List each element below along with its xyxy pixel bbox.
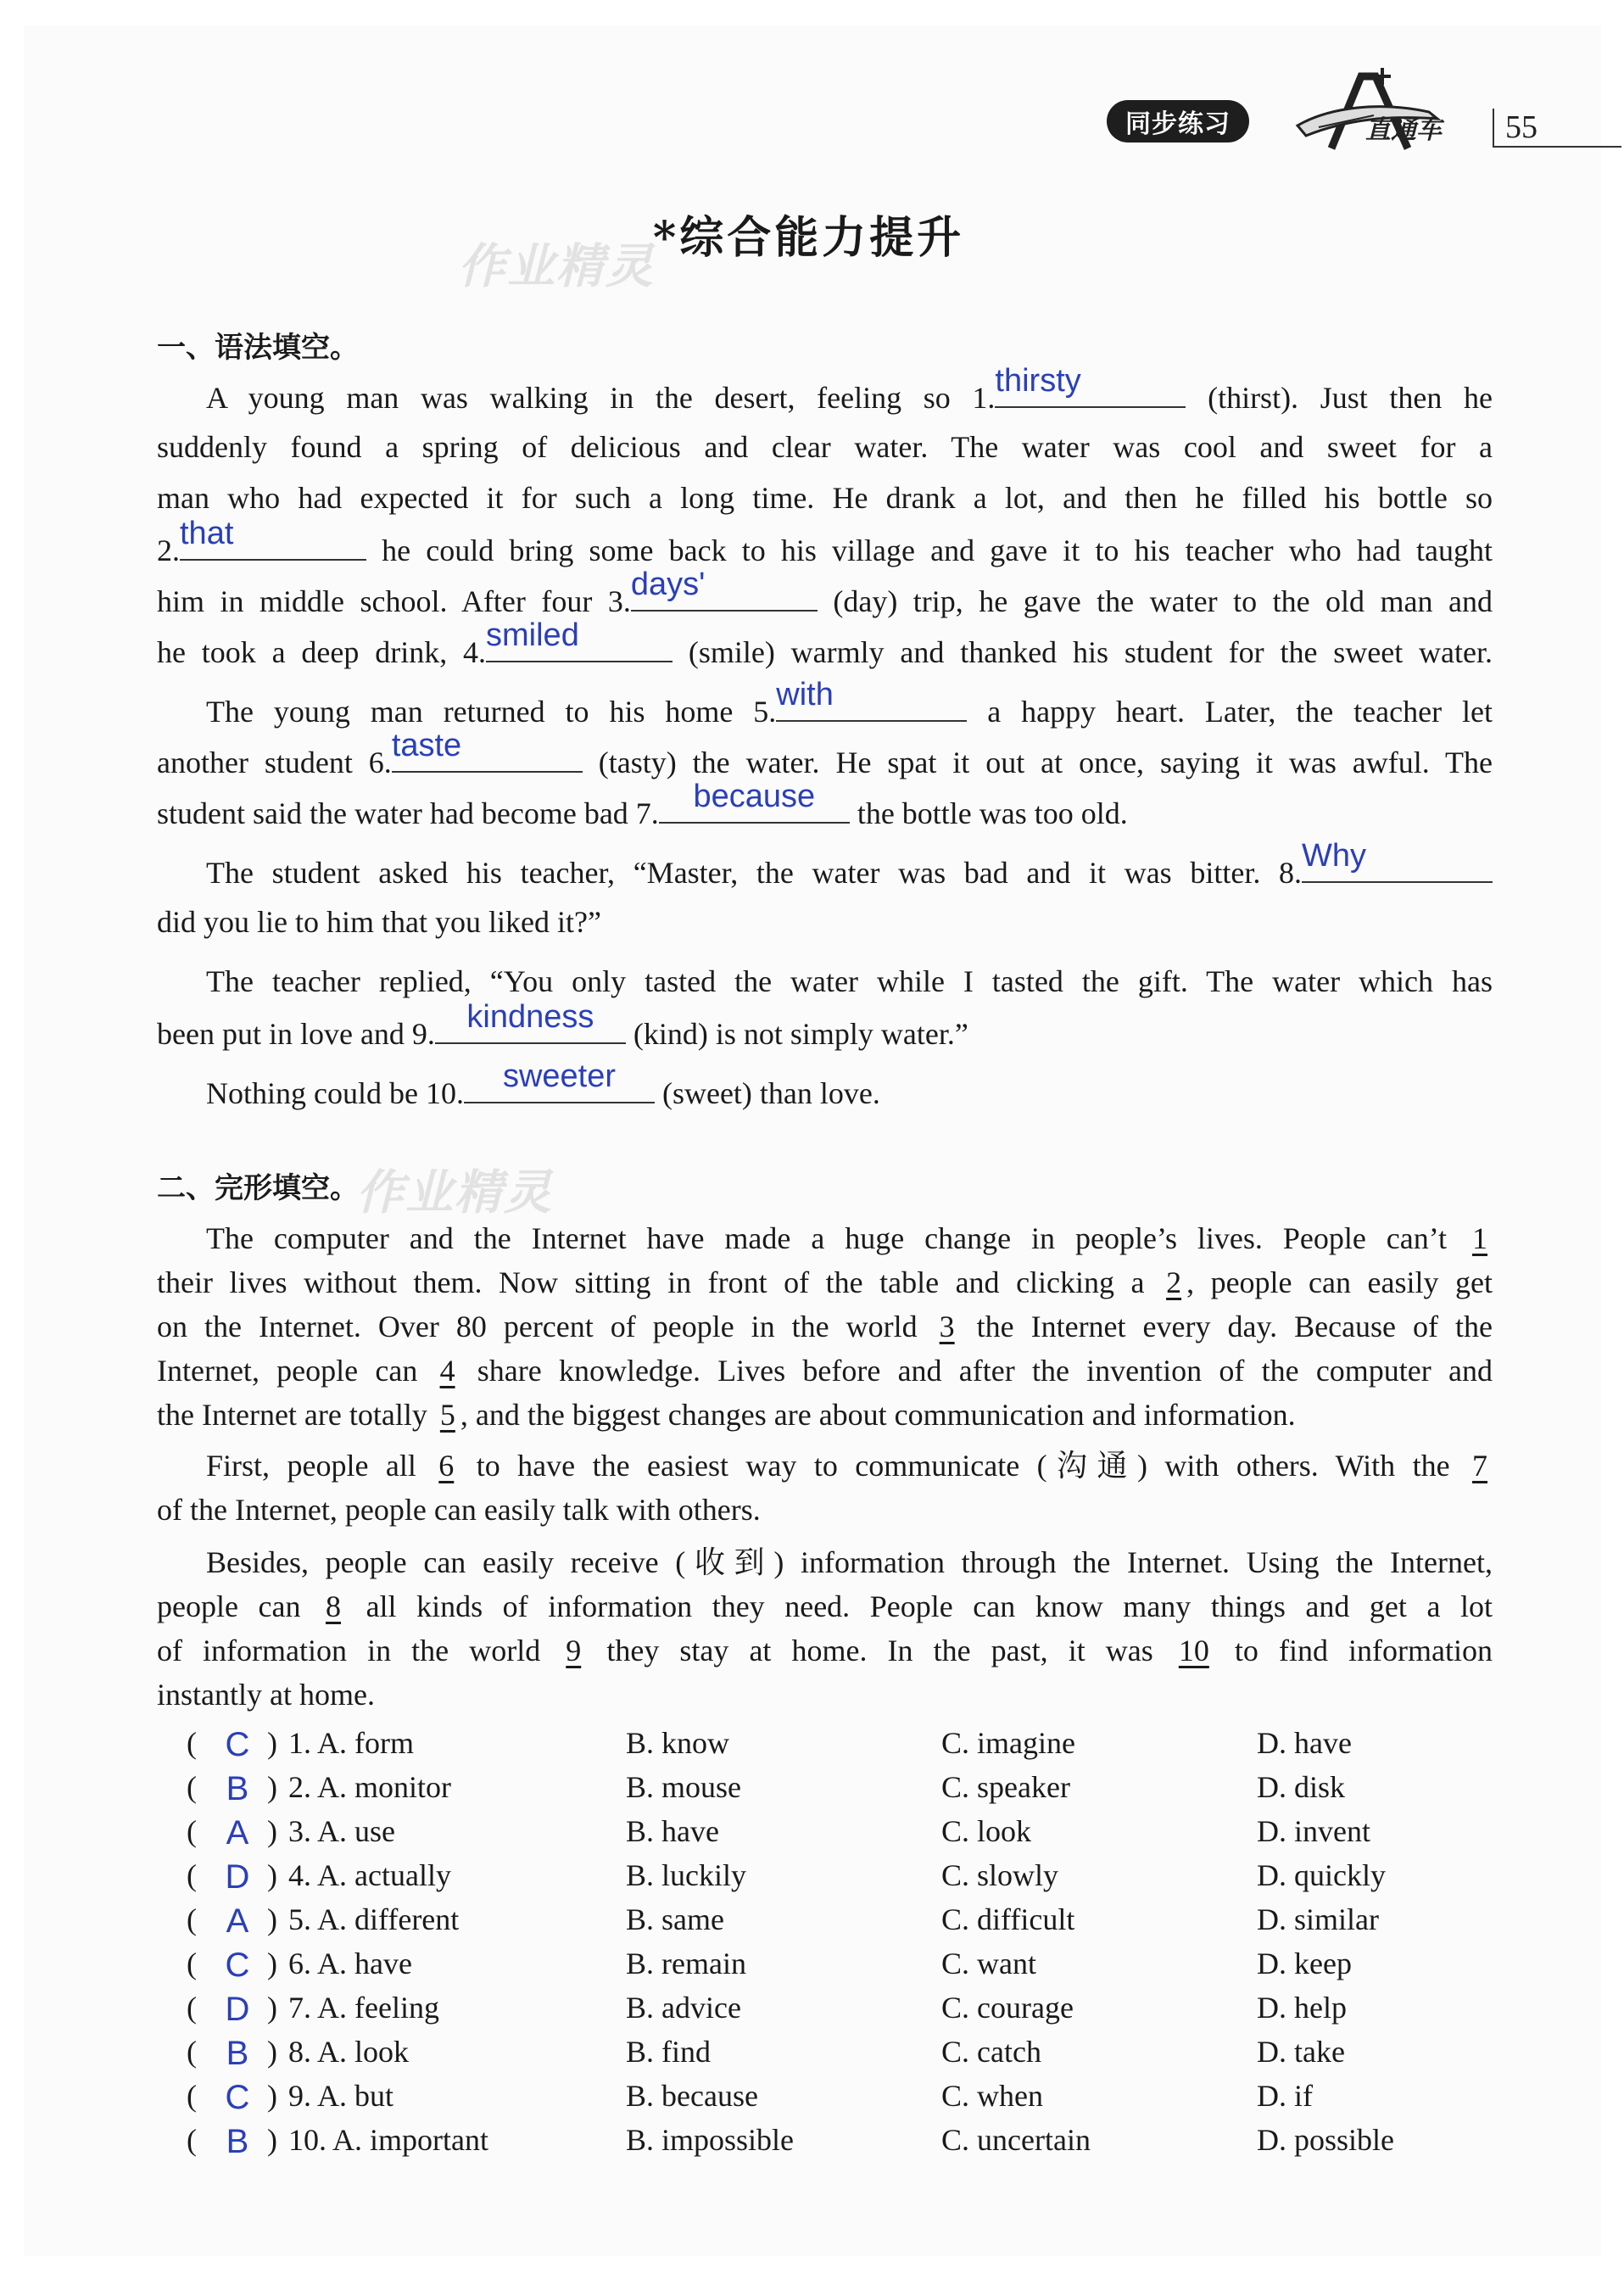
gap-number-8: 8	[326, 1589, 342, 1623]
option-b: B. mouse	[626, 1770, 742, 1804]
paren-open: (	[187, 1991, 197, 2025]
text: 2.	[157, 533, 180, 567]
option-d: D. quickly	[1257, 1858, 1386, 1892]
part2-p3-line3	[157, 1632, 1493, 1669]
answer-choice[interactable]: B	[226, 2035, 249, 2072]
blank-10[interactable]	[464, 1059, 655, 1103]
blank-2[interactable]	[180, 516, 366, 561]
option-b: B. because	[626, 2079, 758, 2113]
text: student said the water had become bad 7.	[157, 796, 659, 830]
text: the Internet every day. Because of the	[959, 1310, 1493, 1343]
answer-9: kindness	[466, 999, 594, 1035]
option-a: 9. A. but	[288, 2079, 394, 2113]
answer-choice[interactable]: B	[226, 1770, 249, 1807]
paren-close: )	[267, 1858, 277, 1892]
answer-8: Why	[1302, 838, 1366, 874]
paren-open: (	[187, 1814, 197, 1848]
paren-close: )	[267, 2079, 277, 2113]
blank-3[interactable]	[630, 567, 818, 612]
text: a happy heart. Later, the teacher let	[967, 695, 1493, 729]
paren-open: (	[187, 1902, 197, 1936]
part2-p2-line2: of the Internet, people can easily talk with others.	[157, 1493, 761, 1527]
option-c: C. want	[941, 1947, 1036, 1980]
text: to find information	[1214, 1634, 1493, 1667]
text: the bottle was too old.	[849, 796, 1128, 830]
option-a: 1. A. form	[288, 1726, 414, 1760]
answer-5: with	[776, 677, 834, 712]
paren-close: )	[267, 1770, 277, 1804]
blank-1[interactable]	[995, 363, 1186, 408]
option-b: B. find	[626, 2035, 712, 2069]
option-d: D. take	[1257, 2035, 1345, 2069]
part1-p1-line4	[157, 516, 1493, 569]
option-c: C. when	[941, 2079, 1043, 2113]
answer-2: that	[180, 516, 234, 551]
part2-p1-line1	[157, 1220, 1493, 1257]
question-row	[187, 2121, 1493, 2159]
text: (kind) is not simply water.”	[625, 1017, 968, 1051]
answer-4: smiled	[486, 617, 579, 653]
logo-text: 直通车	[1365, 115, 1442, 145]
text: A young man was walking in the desert, feeling so 1.	[206, 381, 996, 415]
text: Nothing could be 10.	[206, 1076, 464, 1110]
blank-5[interactable]	[776, 677, 967, 722]
option-b: B. impossible	[626, 2123, 795, 2157]
question-row	[187, 1724, 1493, 1762]
blank-9[interactable]	[435, 999, 626, 1044]
text: (tasty) the water. He spat it out at once, saying it was awful. The	[582, 746, 1493, 779]
option-c: C. look	[941, 1814, 1032, 1848]
answer-1: thirsty	[995, 363, 1081, 399]
part2-p3-line1: Besides, people can easily receive (收到) information through the Internet. Using the Internet,	[206, 1545, 1493, 1579]
answer-choice[interactable]: C	[225, 2079, 250, 2116]
gap-number-2: 2	[1166, 1265, 1182, 1299]
option-d: D. possible	[1257, 2123, 1394, 2157]
answer-choice[interactable]: C	[225, 1947, 250, 1984]
option-c: C. speaker	[941, 1770, 1070, 1804]
paren-open: (	[187, 2035, 197, 2069]
text: (sweet) than love.	[654, 1076, 880, 1110]
option-b: B. know	[626, 1726, 730, 1760]
text: people can	[157, 1589, 321, 1623]
gap-number-4: 4	[439, 1354, 455, 1388]
text: on the Internet. Over 80 percent of people in the world	[157, 1310, 935, 1343]
part2-heading: 二、完形填空。	[157, 1171, 359, 1205]
part2-p1-line4	[157, 1352, 1493, 1389]
question-row	[187, 1989, 1493, 2026]
answer-6: taste	[391, 728, 462, 763]
paren-close: )	[267, 2035, 277, 2069]
option-c: C. difficult	[941, 1902, 1075, 1936]
option-b: B. advice	[626, 1991, 741, 2025]
option-d: D. disk	[1257, 1770, 1346, 1804]
text: to have the easiest way to communicate (沟通) with others. With the	[459, 1449, 1467, 1483]
page-number: 55	[1505, 109, 1537, 145]
part1-p1-line6	[157, 617, 1493, 671]
gap-number-9: 9	[566, 1634, 582, 1667]
option-a: 3. A. use	[288, 1814, 395, 1848]
paren-open: (	[187, 1858, 197, 1892]
section-title: *综合能力提升	[653, 212, 965, 264]
option-a: 8. A. look	[288, 2035, 410, 2069]
answer-choice[interactable]: D	[225, 1858, 250, 1896]
answer-choice[interactable]: C	[225, 1726, 250, 1763]
text: been put in love and 9.	[157, 1017, 435, 1051]
part2-p1-line3	[157, 1308, 1493, 1345]
option-d: D. invent	[1257, 1814, 1370, 1848]
question-row	[187, 1945, 1493, 1982]
paren-open: (	[187, 1770, 197, 1804]
option-d: D. have	[1257, 1726, 1352, 1760]
answer-10: sweeter	[502, 1059, 616, 1094]
option-a: 10. A. important	[288, 2123, 488, 2157]
option-a: 7. A. feeling	[288, 1991, 439, 2025]
header-badge: 同步练习	[1107, 100, 1249, 142]
part2-p3-line2	[157, 1588, 1493, 1625]
text: First, people all	[206, 1449, 434, 1483]
text: all kinds of information they need. People can know many things and get a lot	[346, 1589, 1493, 1623]
part2-p3-line4: instantly at home.	[157, 1678, 375, 1712]
answer-choice[interactable]: A	[226, 1814, 249, 1852]
part1-p2-line1	[157, 677, 1493, 730]
part1-p1-line1	[157, 363, 1493, 416]
part2-p1-line2	[157, 1264, 1493, 1301]
text: he took a deep drink, 4.	[157, 635, 487, 669]
text: another student 6.	[157, 746, 392, 779]
answer-choice[interactable]: B	[226, 2123, 249, 2160]
paren-close: )	[267, 1947, 277, 1980]
text: , people can easily get	[1186, 1265, 1493, 1299]
question-row	[187, 1901, 1493, 1938]
option-d: D. keep	[1257, 1947, 1352, 1980]
text: him in middle school. After four 3.	[157, 584, 631, 618]
paren-open: (	[187, 2079, 197, 2113]
paren-close: )	[267, 1814, 277, 1848]
paren-open: (	[187, 1726, 197, 1760]
part2-p2-line1	[157, 1447, 1493, 1484]
option-d: D. if	[1257, 2079, 1313, 2113]
paren-close: )	[267, 1991, 277, 2025]
text: they stay at home. In the past, it was	[586, 1634, 1174, 1667]
gap-number-3: 3	[939, 1310, 955, 1343]
answer-7: because	[693, 779, 816, 814]
option-c: C. imagine	[941, 1726, 1075, 1760]
option-a: 5. A. different	[288, 1902, 460, 1936]
text: the Internet are totally	[157, 1398, 435, 1432]
option-b: B. luckily	[626, 1858, 746, 1892]
option-c: C. uncertain	[941, 2123, 1091, 2157]
gap-number-7: 7	[1472, 1449, 1487, 1483]
text: The young man returned to his home 5.	[206, 695, 777, 729]
part1-p3-line1	[157, 838, 1493, 891]
blank-7[interactable]	[659, 779, 850, 824]
blank-4[interactable]	[486, 617, 672, 662]
option-d: D. similar	[1257, 1902, 1379, 1936]
part1-p1-line5	[157, 567, 1493, 620]
text: their lives without them. Now sitting in front of the table and clicking a	[157, 1265, 1162, 1299]
part1-p2-line3	[157, 779, 1493, 832]
paren-close: )	[267, 1726, 277, 1760]
part1-p4-line1: The teacher replied, “You only tasted the water while I tasted the gift. The water which has	[206, 964, 1493, 998]
option-a: 2. A. monitor	[288, 1770, 452, 1804]
option-c: C. catch	[941, 2035, 1041, 2069]
part1-p3-line2: did you lie to him that you liked it?”	[157, 905, 601, 939]
option-a: 4. A. actually	[288, 1858, 451, 1892]
text: The computer and the Internet have made a huge change in people’s lives. People can’t	[206, 1221, 1467, 1255]
part2-p1-line5	[157, 1396, 1493, 1433]
text: (day) trip, he gave the water to the old man and	[817, 584, 1493, 618]
question-row	[187, 2033, 1493, 2070]
question-row	[187, 1768, 1493, 1806]
part1-p2-line2	[157, 728, 1493, 781]
watermark-1: 作业精灵	[458, 239, 655, 294]
option-b: B. same	[626, 1902, 724, 1936]
option-c: C. courage	[941, 1991, 1074, 2025]
blank-8[interactable]	[1302, 838, 1493, 883]
text: share knowledge. Lives before and after the invention of the computer and	[460, 1354, 1493, 1388]
part1-p1-line2: suddenly found a spring of delicious and clear water. The water was cool and sweet for a	[157, 430, 1493, 464]
paren-close: )	[267, 2123, 277, 2157]
text: (smile) warmly and thanked his student for the sweet water.	[672, 635, 1493, 669]
gap-number-10: 10	[1178, 1634, 1209, 1667]
part1-p4-line2	[157, 999, 1493, 1053]
question-row	[187, 2077, 1493, 2114]
paren-open: (	[187, 1947, 197, 1980]
option-c: C. slowly	[941, 1858, 1059, 1892]
option-d: D. help	[1257, 1991, 1347, 2025]
paren-open: (	[187, 2123, 197, 2157]
part1-p5-line1	[157, 1059, 1493, 1112]
option-a: 6. A. have	[288, 1947, 412, 1980]
option-b: B. have	[626, 1814, 719, 1848]
option-b: B. remain	[626, 1947, 746, 1980]
gap-number-1: 1	[1472, 1221, 1487, 1255]
text: , and the biggest changes are about communication and information.	[460, 1398, 1296, 1432]
question-row	[187, 1813, 1493, 1850]
answer-choice[interactable]: A	[226, 1902, 249, 1940]
question-row	[187, 1857, 1493, 1894]
answer-3: days'	[630, 567, 706, 602]
answer-choice[interactable]: D	[225, 1991, 250, 2028]
text: The student asked his teacher, “Master, the water was bad and it was bitter. 8.	[206, 856, 1302, 890]
watermark-2: 作业精灵	[356, 1165, 553, 1220]
text: he could bring some back to his village and gave it to his teacher who had taught	[366, 533, 1493, 567]
part1-p1-line3: man who had expected it for such a long time. He drank a lot, and then he filled his bottle so	[157, 481, 1493, 515]
text: Internet, people can	[157, 1354, 435, 1388]
paren-close: )	[267, 1902, 277, 1936]
gap-number-5: 5	[439, 1398, 455, 1432]
text: (thirst). Just then he	[1186, 381, 1493, 415]
blank-6[interactable]	[391, 728, 583, 773]
part1-heading: 一、语法填空。	[157, 331, 359, 365]
gap-number-6: 6	[438, 1449, 455, 1483]
text: of information in the world	[157, 1634, 561, 1667]
